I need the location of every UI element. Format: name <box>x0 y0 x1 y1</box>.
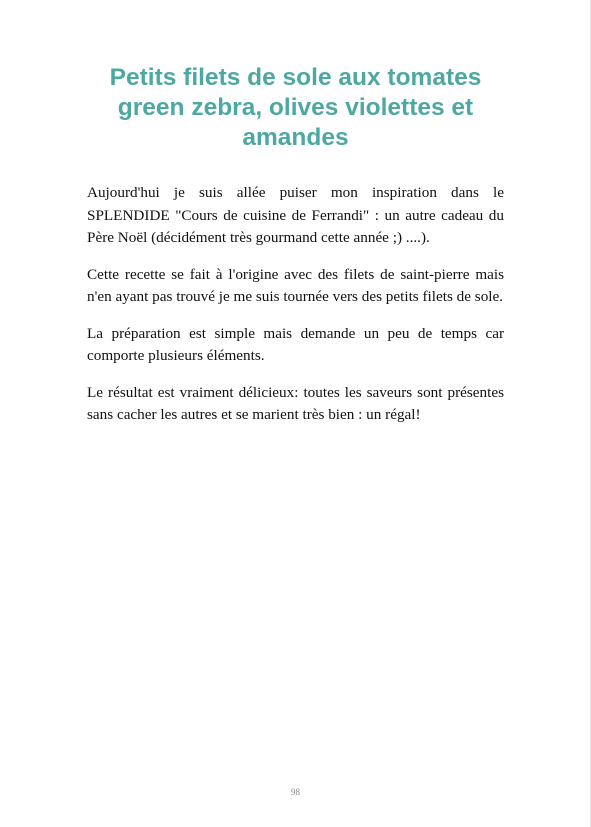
title-line: amandes <box>242 124 349 151</box>
paragraph: La préparation est simple mais demande un peu de temps car comporte plusieurs éléments. <box>87 324 504 364</box>
paragraph: Le résultat est vraiment délicieux: toutes les saveurs sont présentes sans cacher les autres et se marient très bien : un régal! <box>87 383 504 423</box>
recipe-title <box>80 63 511 153</box>
paragraph: Cette recette se fait à l'origine avec des filets de saint-pierre mais n'en ayant pas trouvé je me suis tournée vers des petits filets de sole. <box>87 265 504 305</box>
recipe-intro <box>87 182 504 441</box>
title-line: green zebra, olives violettes et <box>117 94 474 121</box>
paragraph: Aujourd'hui je suis allée puiser mon inspiration dans le SPLENDIDE "Cours de cuisine de Ferrandi" : un autre cadeau du Père Noël (décidément très gourmand cette année ;) ....). <box>87 184 504 246</box>
page-number: 98 <box>291 787 300 797</box>
title-line: Petits filets de sole aux tomates <box>109 64 482 91</box>
